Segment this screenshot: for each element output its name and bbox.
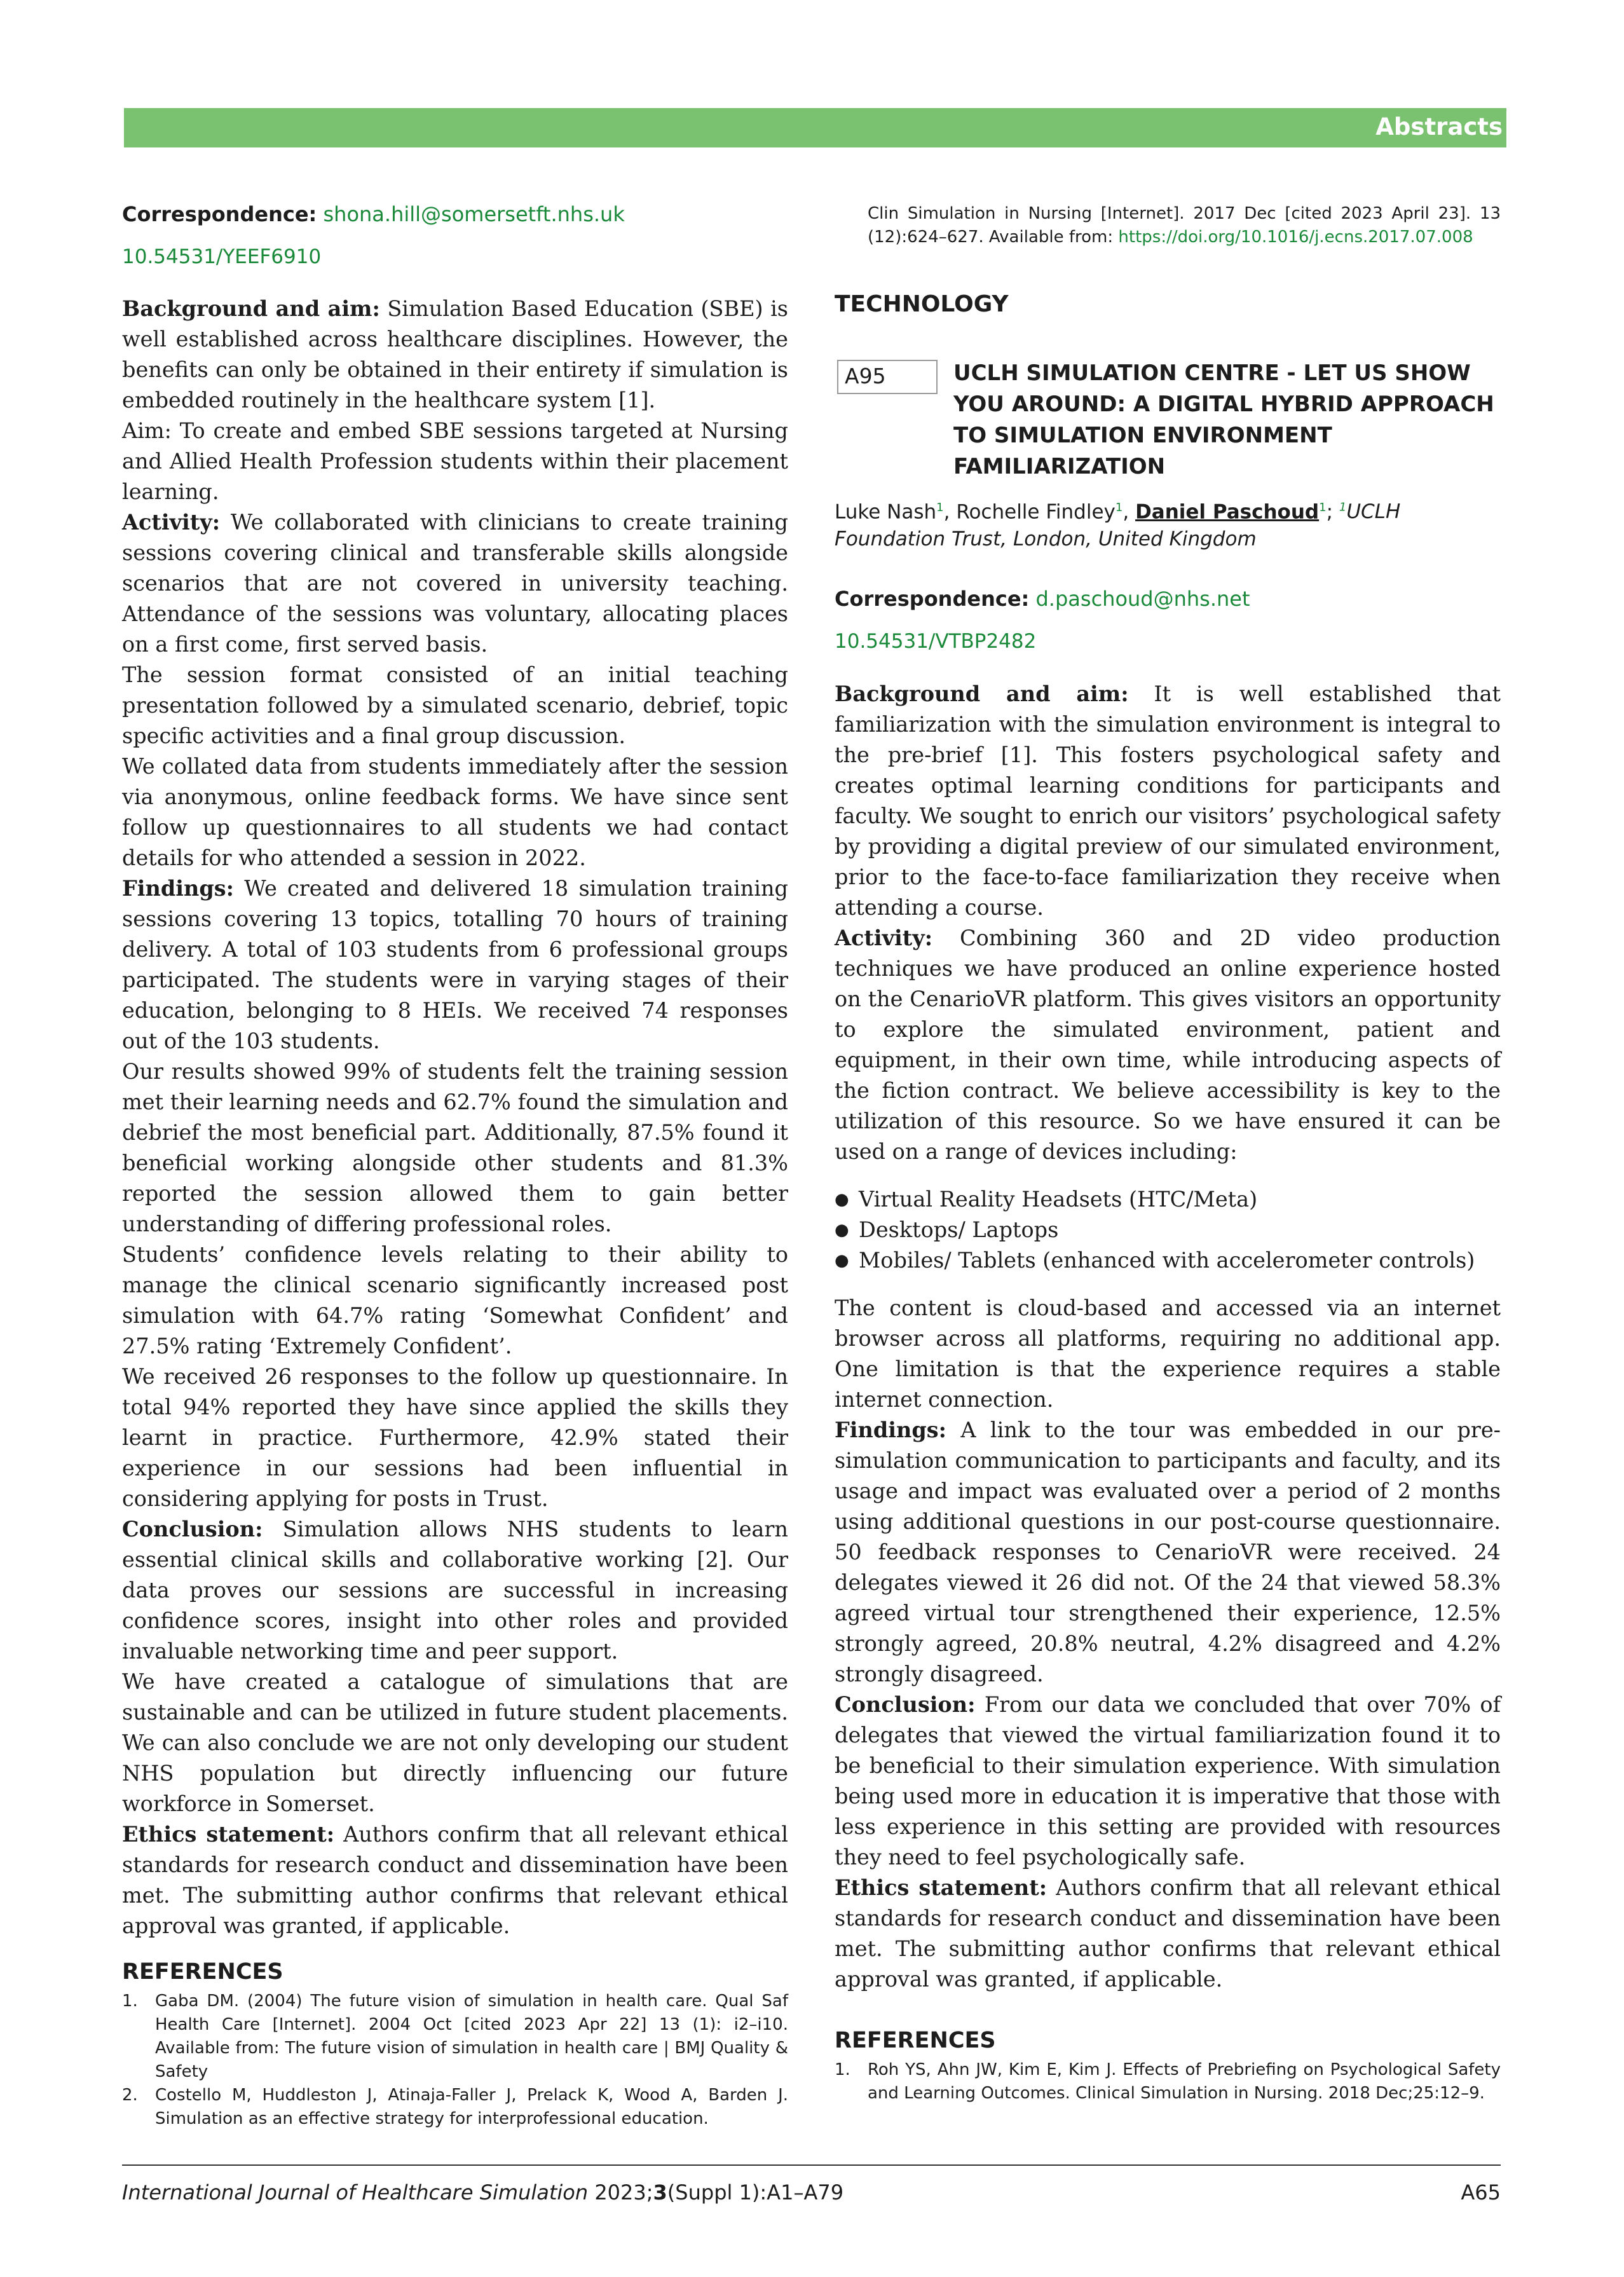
activity-label: Activity: bbox=[122, 510, 221, 535]
aim-text: Aim: To create and embed SBE sessions targeted at Nursing and Allied Health Profession students within their placement learning. bbox=[122, 418, 788, 504]
author-list: Luke Nash$^1$, Rochelle Findley$^1$, Daniel Paschoud$^1$; $^1$UCLH Foundation Trust, London, United Kingdom bbox=[835, 500, 1401, 551]
conclusion-label: Conclusion: bbox=[122, 1517, 263, 1542]
conclusion-text: From our data we concluded that over 70% of delegates that viewed the virtual familiarization found it to be beneficial to their simulation experience. With simulation being used more in education it is imperative that those with less experience in this setting are provided with resources they need to feel psychologically safe. bbox=[835, 1692, 1501, 1870]
reference-text: Costello M, Huddleston J, Atinaja-Faller J, Prelack K, Wood A, Barden J. Simulation as an effective strategy for interprofessional education. bbox=[155, 2086, 788, 2128]
findings-label: Findings: bbox=[122, 876, 235, 901]
affiliation-superscript: 1 bbox=[1115, 501, 1123, 514]
reference-number: 2. bbox=[122, 2086, 138, 2105]
conclusion-text: Simulation allows NHS students to learn essential clinical skills and collaborative working [2]. Our data proves our sessions are successful in increasing confidence scores, insight into other roles and provided invaluable networking time and peer support. bbox=[122, 1517, 788, 1664]
format-text: The session format consisted of an initial teaching presentation followed by a simulated scenario, debrief, topic specific activities and a final group discussion. bbox=[122, 662, 788, 748]
right-abstract-body bbox=[835, 679, 1501, 1995]
left-abstract-body bbox=[122, 294, 788, 1941]
correspondence-email-link[interactable]: shona.hill@somersetft.nhs.uk bbox=[323, 202, 625, 226]
journal-citation bbox=[122, 2180, 843, 2205]
reference-number: 1. bbox=[835, 2060, 850, 2079]
reference-continuation-text: Clin Simulation in Nursing [Internet]. 2017 Dec [cited 2023 April 23]. 13 (12):624–627. Available from: bbox=[868, 204, 1501, 247]
correspondence-line bbox=[122, 202, 625, 226]
abstract-title: UCLH SIMULATION CENTRE - LET US SHOW YOU AROUND: A DIGITAL HYBRID APPROACH TO SIMULATION ENVIRONMENT FAMILIARIZATION bbox=[953, 360, 1494, 479]
journal-issue: (Suppl 1):A1–A79 bbox=[667, 2180, 844, 2205]
affiliation-superscript: 1 bbox=[1319, 501, 1327, 514]
affiliation-superscript: 1 bbox=[1339, 501, 1347, 514]
journal-year: 2023; bbox=[588, 2180, 653, 2205]
device-list-item: ● Mobiles/ Tablets (enhanced with accelerometer controls) bbox=[835, 1245, 1501, 1276]
affiliation-superscript: 1 bbox=[936, 501, 944, 514]
cloud-text: The content is cloud-based and accessed via an internet browser across all platforms, requiring no additional app. One limitation is that the experience requires a stable internet connection. bbox=[835, 1296, 1501, 1412]
background-text: It is well established that familiarization with the simulation environment is integral to the pre-brief [1]. This fosters psychological safety and creates optimal learning conditions for participants and faculty. We sought to enrich our visitors’ psychological safety by providing a digital preview of our simulated environment, prior to the face-to-face familiarization they receive when attending a course. bbox=[835, 681, 1501, 920]
correspondence-label: Correspondence: bbox=[122, 202, 317, 226]
author-name: Luke Nash bbox=[835, 500, 937, 524]
reference-text: Gaba DM. (2004) The future vision of simulation in health care. Qual Saf Health Care [Internet]. 2004 Oct [cited 2023 Apr 22] 13 (1): i2–i10. Available from: The future vision of simulation in health care | BMJ Quality & Safety bbox=[155, 1992, 788, 2081]
references-title: REFERENCES bbox=[122, 1959, 283, 1985]
reference-number: 1. bbox=[122, 1992, 138, 2011]
reference-item bbox=[122, 2084, 788, 2131]
collated-text: We collated data from students immediately after the session via anonymous, online feedback forms. We have since sent follow up questionnaires to all students we had contact details for who attended a session in 2022. bbox=[122, 754, 788, 870]
reference-text: Roh YS, Ahn JW, Kim E, Kim J. Effects of Prebriefing on Psychological Safety and Learning Outcomes. Clinical Simulation in Nursing. 2018 Dec;25:12–9. bbox=[868, 2060, 1501, 2103]
journal-name: International Journal of Healthcare Simulation bbox=[122, 2180, 589, 2205]
journal-volume: 3 bbox=[653, 2180, 667, 2205]
ethics-text: Authors confirm that all relevant ethical standards for research conduct and dissemination have been met. The submitting author confirms that relevant ethical approval was granted, if applicable. bbox=[835, 1875, 1501, 1992]
activity-text: Combining 360 and 2D video production techniques we have produced an online experience hosted on the CenarioVR platform. This gives visitors an opportunity to explore the simulated environment, patient and equipment, in their own time, while introducing aspects of the fiction contract. We believe accessibility is key to the utilization of this resource. So we have ensured it can be used on a range of devices including: bbox=[835, 926, 1501, 1164]
findings-label: Findings: bbox=[835, 1418, 947, 1442]
presenting-author-name: Daniel Paschoud bbox=[1135, 500, 1320, 524]
ethics-label: Ethics statement: bbox=[122, 1822, 335, 1847]
conclusion-label: Conclusion: bbox=[835, 1692, 976, 1717]
followup-text: We received 26 responses to the follow up questionnaire. In total 94% reported they have since applied the skills they learnt in practice. Furthermore, 42.9% stated their experience in our sessions had been influential in considering applying for posts in Trust. bbox=[122, 1364, 788, 1511]
device-list-item: ● Desktops/ Laptops bbox=[835, 1215, 1501, 1245]
findings-text: We created and delivered 18 simulation training sessions covering 13 topics, totalling 70 hours of training delivery. A total of 103 students from 6 professional groups participated. The students were in varying stages of their education, belonging to 8 HEIs. We received 74 responses out of the 103 students. bbox=[122, 876, 788, 1053]
correspondence-line bbox=[835, 587, 1250, 611]
reference-item bbox=[122, 1990, 788, 2084]
activity-text: We collaborated with clinicians to create training sessions covering clinical and transferable skills alongside scenarios that are not covered in university teaching. Attendance of the sessions was voluntary, allocating places on a first come, first served basis. bbox=[122, 510, 788, 657]
abstract-id-box: A95 bbox=[837, 360, 938, 394]
footer-divider bbox=[122, 2164, 1501, 2166]
section-title: TECHNOLOGY bbox=[835, 291, 1009, 317]
catalogue-text: We have created a catalogue of simulations that are sustainable and can be utilized in future student placements. We can also conclude we are not only developing our student NHS population but directly influencing our future workforce in Somerset. bbox=[122, 1669, 788, 1816]
device-list-item: ● Virtual Reality Headsets (HTC/Meta) bbox=[835, 1184, 1501, 1215]
author-name: Rochelle Findley bbox=[956, 500, 1116, 524]
ethics-label: Ethics statement: bbox=[835, 1875, 1047, 1900]
background-label: Background and aim: bbox=[835, 681, 1129, 706]
device-list bbox=[835, 1184, 1501, 1276]
references-list bbox=[835, 2058, 1501, 2105]
section-header-bar bbox=[124, 108, 1506, 147]
doi-link[interactable]: 10.54531/YEEF6910 bbox=[122, 245, 322, 268]
reference-continuation bbox=[868, 202, 1501, 249]
correspondence-email-link[interactable]: d.paschoud@nhs.net bbox=[1035, 587, 1250, 611]
references-list bbox=[122, 1990, 788, 2131]
correspondence-label: Correspondence: bbox=[835, 587, 1030, 611]
reference-item bbox=[835, 2058, 1501, 2105]
doi-link[interactable]: 10.54531/VTBP2482 bbox=[835, 630, 1037, 653]
reference-doi-link[interactable]: https://doi.org/10.1016/j.ecns.2017.07.008 bbox=[1118, 228, 1473, 247]
references-title: REFERENCES bbox=[835, 2028, 996, 2053]
background-label: Background and aim: bbox=[122, 296, 380, 321]
page-number: A65 bbox=[1461, 2180, 1501, 2205]
affiliation: UCLH Foundation Trust, London, United Kingdom bbox=[835, 500, 1401, 551]
results-text: Our results showed 99% of students felt the training session met their learning needs and 62.7% found the simulation and debrief the most beneficial part. Additionally, 87.5% found it beneficial working alongside other students and 81.3% reported the session allowed them to gain better understanding of differing professional roles. bbox=[122, 1059, 788, 1236]
section-label: Abstracts bbox=[1375, 113, 1503, 140]
confidence-text: Students’ confidence levels relating to their ability to manage the clinical scenario significantly increased post simulation with 64.7% rating ‘Somewhat Confident’ and 27.5% rating ‘Extremely Confident’. bbox=[122, 1242, 788, 1358]
ethics-text: Authors confirm that all relevant ethical standards for research conduct and dissemination have been met. The submitting author confirms that relevant ethical approval was granted, if applicable. bbox=[122, 1822, 788, 1938]
background-text: Simulation Based Education (SBE) is well established across healthcare disciplines. However, the benefits can only be obtained in their entirety if simulation is embedded routinely in the healthcare system [1]. bbox=[122, 296, 788, 413]
findings-text: A link to the tour was embedded in our pre-simulation communication to participants and faculty, and its usage and impact was evaluated over a period of 2 months using additional questions in our post-course questionnaire. 50 feedback responses to CenarioVR were received. 24 delegates viewed it 26 did not. Of the 24 that viewed 58.3% agreed virtual tour strengthened their experience, 12.5% strongly agreed, 20.8% neutral, 4.2% disagreed and 4.2% strongly disagreed. bbox=[835, 1418, 1501, 1686]
activity-label: Activity: bbox=[835, 926, 933, 950]
